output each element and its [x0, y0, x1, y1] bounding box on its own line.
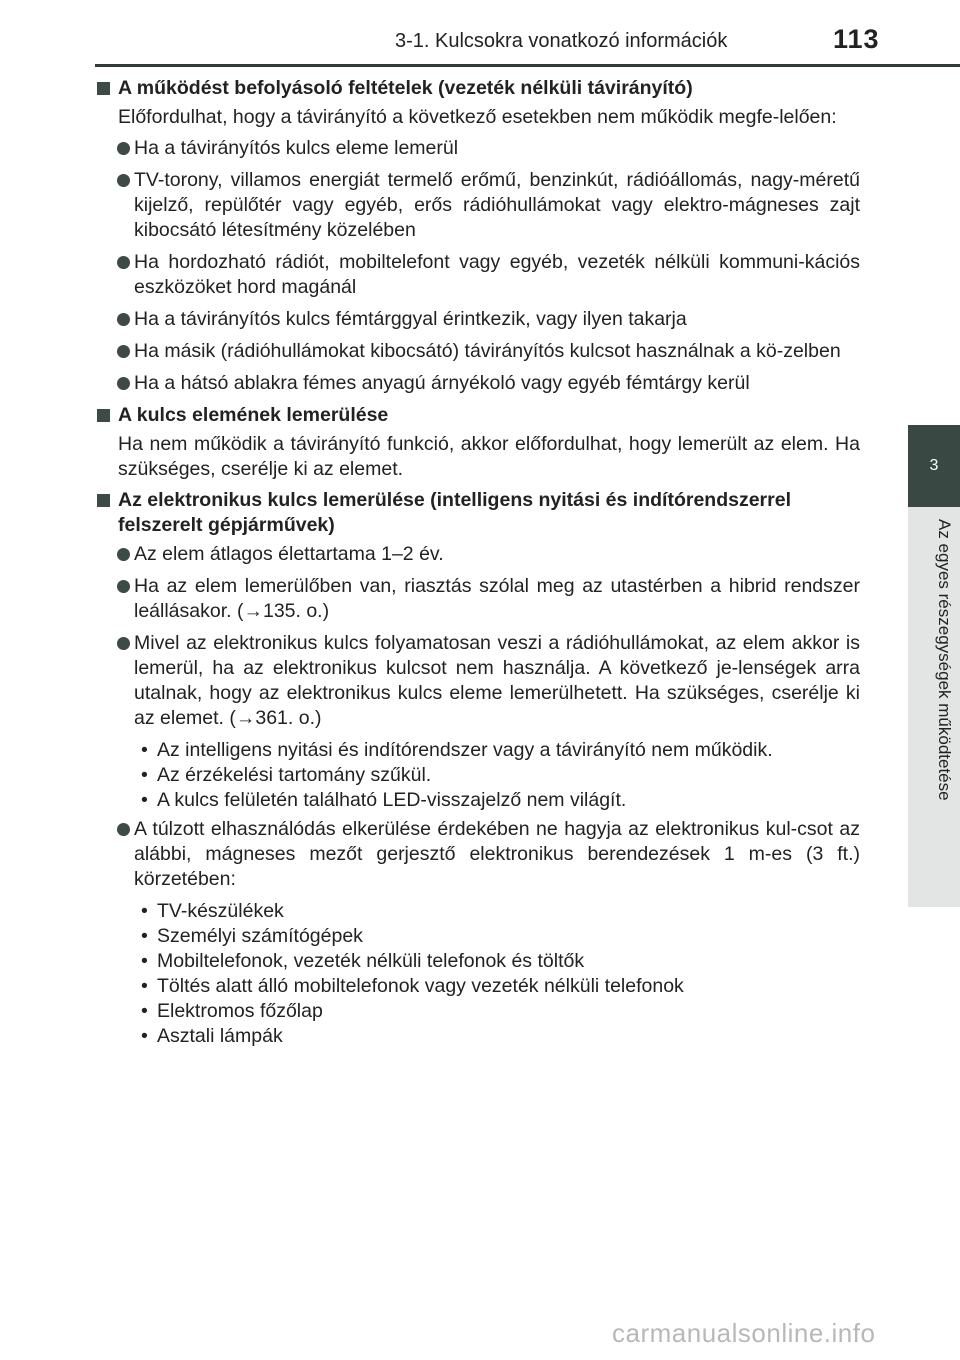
round-bullet-icon: [117, 313, 130, 326]
sub-list: [97, 738, 860, 813]
list-item: Ha hordozható rádiót, mobiltelefont vagy egyéb, vezeték nélküli kommuni-kációs eszközöket hord magánál: [97, 250, 860, 300]
list-item: Ha az elem lemerülőben van, riasztás szólal meg az utastérben a hibrid rendszer leállásakor. (→135. o.): [97, 574, 860, 624]
square-bullet-icon: [97, 409, 110, 422]
list-item: Ha másik (rádióhullámokat kibocsátó) távirányítós kulcsot használnak a kö-zelben: [97, 339, 860, 364]
list-item: A túlzott elhasználódás elkerülése érdekében ne hagyja az elektronikus kul-csot az alábbi, mágneses mezőt gerjesztő elektronikus berendezések 1 m-es (3 ft.) körzetében:: [97, 817, 860, 892]
chapter-title: Az egyes részegységek működtetése: [935, 519, 954, 801]
list-item: TV-torony, villamos energiát termelő erőmű, benzinkút, rádióállomás, nagy-méretű kijelző, repülőtér vagy egyéb, erős rádióhullámokat vagy elektro-mágneses zajt kibocsátó létesítmény közelében: [97, 168, 860, 243]
sub-list-item: • Az érzékelési tartomány szűkül.: [141, 764, 432, 786]
round-bullet-icon: [117, 256, 130, 269]
list-item: Ha a távirányítós kulcs fémtárggyal érintkezik, vagy ilyen takarja: [97, 307, 860, 332]
round-bullet-icon: [117, 823, 130, 836]
sub-list-item: • Töltés alatt álló mobiltelefonok vagy vezeték nélküli telefonok: [141, 975, 684, 997]
round-bullet-icon: [117, 174, 130, 187]
sub-list-item: • Elektromos főzőlap: [141, 1000, 323, 1022]
page-content: [97, 76, 860, 1055]
list-item: Ha a távirányítós kulcs eleme lemerül: [97, 136, 860, 161]
chapter-number: 3: [929, 457, 939, 474]
page-number: 113: [833, 24, 880, 54]
square-bullet-icon: [97, 82, 110, 95]
section-intro: Ha nem működik a távirányító funkció, akkor előfordulhat, hogy lemerült az elem. Ha szükséges, cserélje ki az elemet.: [118, 433, 860, 480]
header-title: 3-1. Kulcsokra vonatkozó információk: [395, 30, 728, 52]
sub-list-item: • Az intelligens nyitási és indítórendszer vagy a távirányító nem működik.: [141, 739, 773, 761]
round-bullet-icon: [117, 377, 130, 390]
chapter-tab: [908, 425, 960, 507]
sub-list-item: • Asztali lámpák: [141, 1025, 283, 1047]
round-bullet-icon: [117, 580, 130, 593]
list-item: Ha a hátsó ablakra fémes anyagú árnyékoló vagy egyéb fémtárgy kerül: [97, 371, 860, 396]
sub-list-item: • Mobiltelefonok, vezeték nélküli telefonok és töltők: [141, 950, 585, 972]
section-intro: Előfordulhat, hogy a távirányító a következő esetekben nem működik megfe-lelően:: [118, 106, 837, 128]
square-bullet-icon: [97, 494, 110, 507]
list-item: Az elem átlagos élettartama 1–2 év.: [97, 542, 860, 567]
section-electronic-key-battery: [97, 488, 860, 1049]
chapter-side-bar: [908, 507, 960, 907]
sub-list-item: • TV-készülékek: [141, 900, 284, 922]
list-item: Mivel az elektronikus kulcs folyamatosan veszi a rádióhullámokat, az elem akkor is lemerül, ha az elektronikus kulcsot nem használja. A következő je-lenségek arra utalnak, hogy az elektronikus kulcs eleme lemerülhetett. Ha szükséges, cserélje ki az elemet. (→361. o.): [97, 631, 860, 731]
sub-list-item: • A kulcs felületén található LED-visszajelző nem világít.: [141, 789, 627, 811]
round-bullet-icon: [117, 548, 130, 561]
section-heading: A működést befolyásoló feltételek (vezeték nélküli távirányító): [97, 76, 860, 101]
round-bullet-icon: [117, 142, 130, 155]
sub-list-item: • Személyi számítógépek: [141, 925, 363, 947]
section-heading: Az elektronikus kulcs lemerülése (intelligens nyitási és indítórendszerrel felszerelt gépjárművek): [97, 488, 860, 538]
section-key-battery: [97, 403, 860, 482]
watermark: carmanualsonline.info: [612, 1318, 876, 1348]
round-bullet-icon: [117, 637, 130, 650]
section-heading: A kulcs elemének lemerülése: [97, 403, 860, 428]
section-remote-conditions: [97, 76, 860, 396]
sub-list: [97, 899, 860, 1049]
header-rule: [95, 64, 960, 67]
round-bullet-icon: [117, 345, 130, 358]
